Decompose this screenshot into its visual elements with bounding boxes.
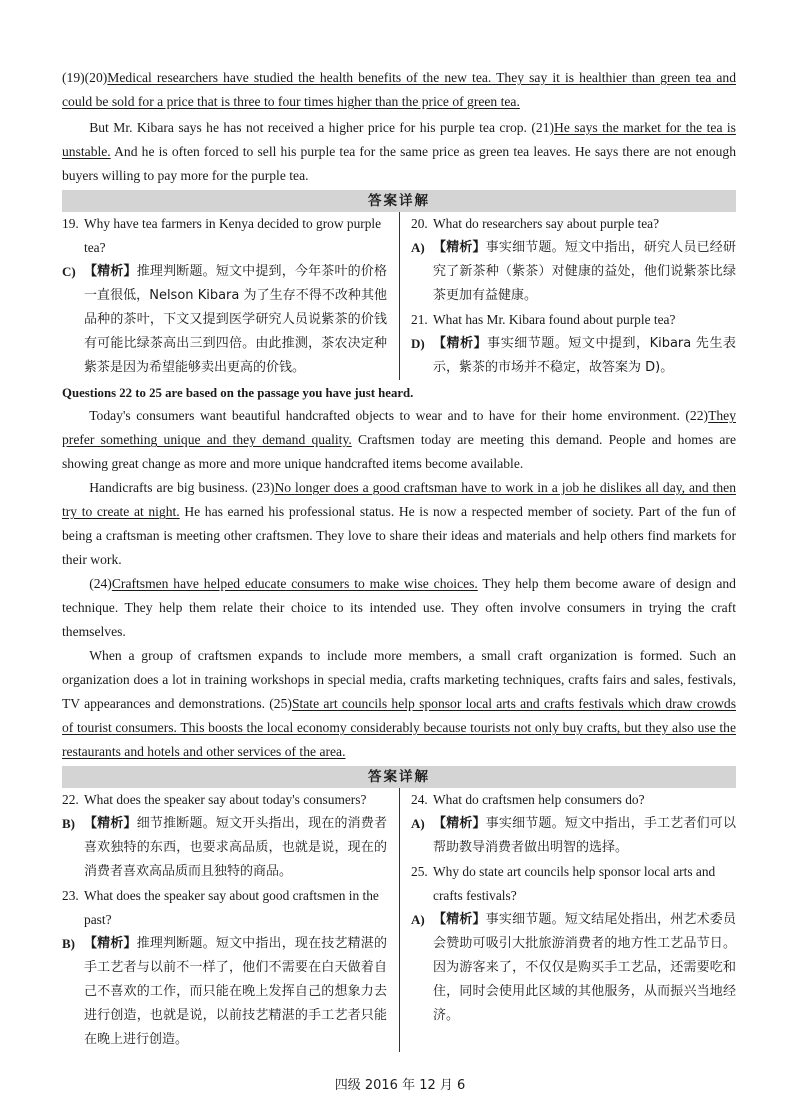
answer-column-left [62, 788, 399, 1052]
answer-25: A) 【精析】事实细节题。短文结尾处指出，州艺术委员会赞助可吸引大批旅游消费者的地方性工艺品节日。因为游客来了，不仅仅是购买手工艺品，还需要吃和住，同时会使用此区域的其他服务，从而振兴当地经济。 [411, 912, 736, 1023]
question-23: 23. What does the speaker say about good craftsmen in the past? [62, 888, 379, 927]
passage-paragraph: Today's consumers want beautiful handcrafted objects to wear and to have for their home environment. (22)They prefer something unique and they demand quality. Craftsmen today are meeting this demand. People and homes are showing great change as more and more unique handcrafted items become available. [62, 408, 736, 471]
answer-heading: 答案详解 [62, 190, 736, 212]
question-21: 21. What has Mr. Kibara found about purple tea? [411, 312, 676, 327]
page-footer: 四级 2016 年 12 月 6 [334, 1078, 466, 1093]
underlined-answer: He says the market for the tea is unstable. [62, 120, 736, 159]
answer-column-right [399, 788, 736, 1052]
answer-19: C) 【精析】推理判断题。短文中提到，今年茶叶的价格一直很低，Nelson Kibara 为了生存不得不改种其他品种的茶叶，下文又提到医学研究人员说紫茶的价钱有可能比绿茶高出三到四倍。由此推测，茶农决定种紫茶是因为希望能够卖出更高的价钱。 [62, 264, 387, 375]
answer-columns [62, 788, 736, 1052]
passage-paragraph: (24)Craftsmen have helped educate consumers to make wise choices. They help them become aware of design and technique. They help them relate their choice to its intended use. They often involve consumers in trying the craft themselves. [62, 576, 736, 639]
question-19: 19. Why have tea farmers in Kenya decided to grow purple tea? [62, 216, 382, 255]
column-divider [399, 788, 400, 1052]
question-24: 24. What do craftsmen help consumers do? [411, 792, 645, 807]
underlined-answer: State art councils help sponsor local arts and crafts festivals which draw crowds of tourist consumers. This boosts the local economy considerably because tourists not only buy crafts, but they also use the restaurants and hotels and other services of the area. [62, 696, 736, 759]
passage-paragraph: When a group of craftsmen expands to include more members, a small craft organization is formed. Such an organization does a lot in training workshops in special media, crafts marketing techniques, crafts fairs and sales, festivals, TV appearances and demonstrations. (25)State art councils help sponsor local arts and crafts festivals which draw crowds of tourist consumers. This boosts the local economy considerably because tourists not only buy crafts, but they also use the restaurants and hotels and other services of the area. [62, 648, 736, 759]
passage-paragraph: But Mr. Kibara says he has not received a higher price for his purple tea crop. (21)He says the market for the tea is unstable. And he is often forced to sell his purple tea for the same price as green tea leaves. He says there are not enough buyers willing to pay more for the purple tea. [62, 120, 736, 183]
section-heading: Questions 22 to 25 are based on the passage you have just heard. [62, 386, 414, 400]
answer-heading: 答案详解 [62, 766, 736, 788]
answer-21: D) 【精析】事实细节题。短文中提到，Kibara 先生表示，紫茶的市场并不稳定，故答案为 D)。 [411, 336, 736, 375]
column-divider [399, 212, 400, 380]
answer-24: A) 【精析】事实细节题。短文中指出，手工艺者们可以帮助教导消费者做出明智的选择。 [411, 816, 736, 855]
answer-20: A) 【精析】事实细节题。短文中指出，研究人员已经研究了新茶种（紫茶）对健康的益处，他们说紫茶比绿茶更加有益健康。 [411, 240, 736, 303]
answer-23: B) 【精析】推理判断题。短文中指出，现在技艺精湛的手工艺者与以前不一样了，他们不需要在白天做着自己不喜欢的工作，而只能在晚上发挥自己的想象力去进行创造，也就是说，以前技艺精湛的手工艺者只能在晚上进行创造。 [62, 936, 387, 1047]
underlined-answer: Medical researchers have studied the health benefits of the new tea. They say it is healthier than green tea and could be sold for a price that is three to four times higher than the price of green tea. [62, 70, 736, 109]
passage-paragraph: (19)(20)Medical researchers have studied the health benefits of the new tea. They say it is healthier than green tea and could be sold for a price that is three to four times higher than the price of green tea. [62, 70, 736, 109]
answer-column-right [399, 212, 736, 380]
underlined-answer: They prefer something unique and they demand quality. [62, 408, 736, 447]
passage-paragraph: Handicrafts are big business. (23)No longer does a good craftsman have to work in a job he dislikes all day, and then try to create at night. He has earned his professional status. He is now a respected member of society. Part of the fun of being a craftsman is meeting other craftsmen. They love to share their ideas and materials and help others find markets for their work. [62, 480, 737, 567]
underlined-answer: No longer does a good craftsman have to work in a job he dislikes all day, and then try to create at night. [62, 480, 736, 519]
question-20: 20. What do researchers say about purple tea? [411, 216, 660, 231]
answer-columns [62, 212, 736, 380]
question-22: 22. What does the speaker say about today's consumers? [62, 792, 367, 807]
underlined-answer: Craftsmen have helped educate consumers to make wise choices. [111, 576, 478, 591]
question-25: 25. Why do state art councils help sponsor local arts and crafts festivals? [411, 864, 716, 903]
page-content [62, 66, 736, 1052]
answer-column-left [62, 212, 399, 380]
answer-22: B) 【精析】细节推断题。短文开头指出，现在的消费者喜欢独特的东西，也要求高品质，也就是说，现在的消费者喜欢高品质而且独特的商品。 [62, 816, 387, 879]
